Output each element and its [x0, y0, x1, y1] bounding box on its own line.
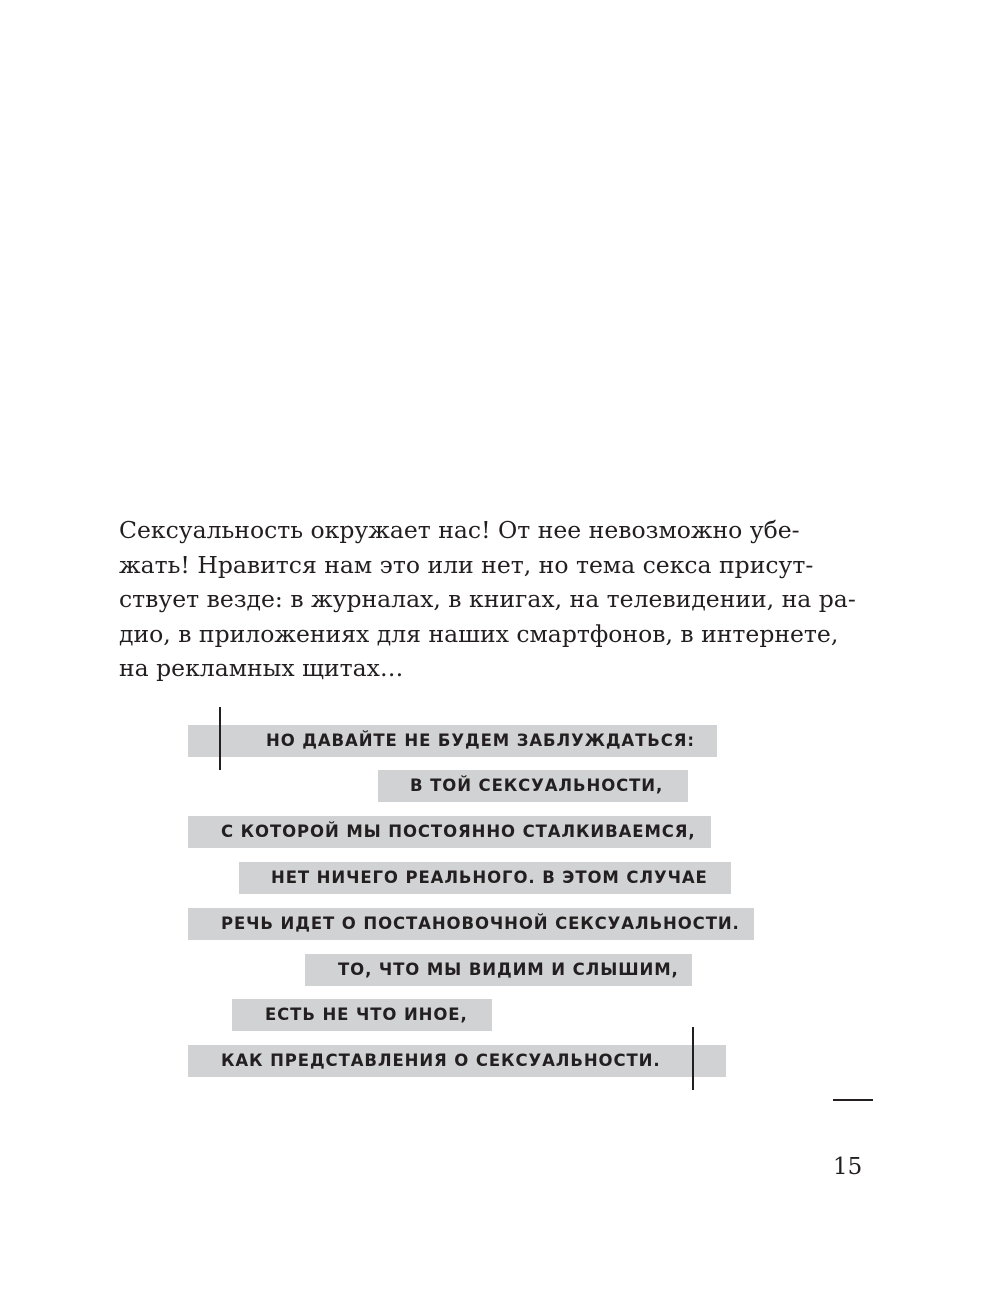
paragraph-line: дио, в приложениях для наших смартфонов, в интернете,: [119, 619, 839, 648]
quote-line: С КОТОРОЙ МЫ ПОСТОЯННО СТАЛКИВАЕМСЯ,: [221, 822, 696, 841]
quote-line: РЕЧЬ ИДЕТ О ПОСТАНОВОЧНОЙ СЕКСУАЛЬНОСТИ.: [221, 914, 740, 933]
page-number: 15: [833, 1154, 863, 1180]
quote-line: ЕСТЬ НЕ ЧТО ИНОЕ,: [265, 1005, 468, 1024]
quote-line: В ТОЙ СЕКСУАЛЬНОСТИ,: [410, 776, 664, 795]
paragraph-line: на рекламных щитах…: [119, 654, 404, 682]
paragraph-line: жать! Нравится нам это или нет, но тема секса присут-: [119, 550, 814, 579]
paragraph-line: ствует везде: в журналах, в книгах, на телевидении, на ра-: [119, 585, 856, 613]
body-paragraph: [119, 513, 856, 686]
quote-line: НЕТ НИЧЕГО РЕАЛЬНОГО. В ЭТОМ СЛУЧАЕ: [271, 868, 708, 887]
quote-close-mark: [692, 1027, 694, 1090]
quote-line: ТО, ЧТО МЫ ВИДИМ И СЛЫШИМ,: [338, 960, 679, 979]
paragraph-line: Сексуальность окружает нас! От нее невозможно убе-: [119, 516, 800, 544]
footer-rule: [833, 1099, 873, 1101]
quote-line: КАК ПРЕДСТАВЛЕНИЯ О СЕКСУАЛЬНОСТИ.: [221, 1051, 661, 1070]
quote-line: НО ДАВАЙТЕ НЕ БУДЕМ ЗАБЛУЖДАТЬСЯ:: [266, 731, 695, 750]
quote-open-mark: [219, 707, 221, 770]
